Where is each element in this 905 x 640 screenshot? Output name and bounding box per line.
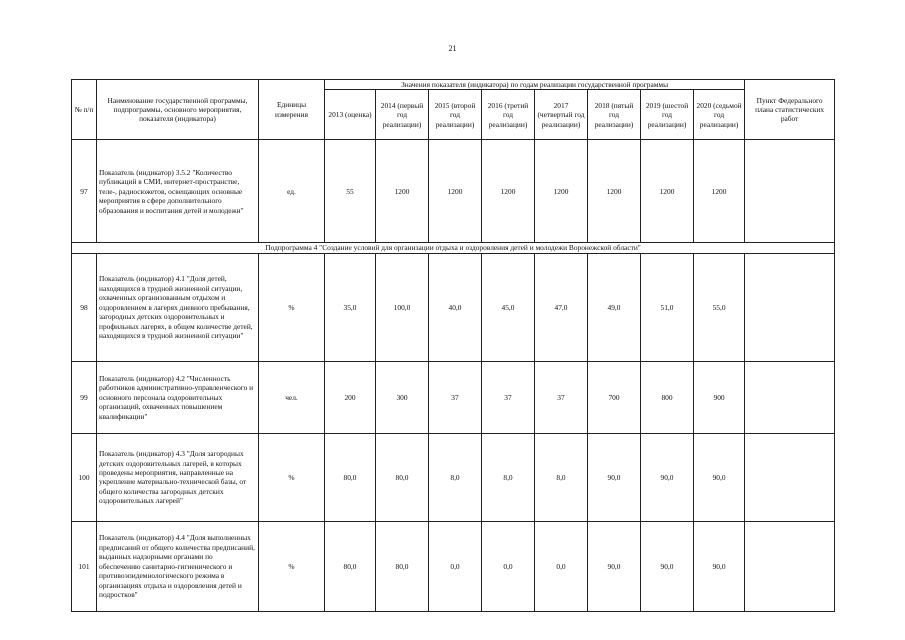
indicator-unit: % [259, 253, 325, 361]
value-cell: 0,0 [482, 521, 535, 611]
value-cell: 55 [325, 140, 376, 243]
header-year: 2013 (оценка) [325, 90, 376, 140]
value-cell: 1200 [641, 140, 694, 243]
value-cell: 49,0 [588, 253, 641, 361]
header-year: 2020 (седьмой год реализации) [694, 90, 745, 140]
indicator-unit: чел. [259, 361, 325, 433]
value-cell: 55,0 [694, 253, 745, 361]
value-cell: 8,0 [535, 433, 588, 521]
value-cell: 90,0 [588, 521, 641, 611]
fed-plan-cell [745, 361, 835, 433]
value-cell: 80,0 [325, 433, 376, 521]
value-cell: 90,0 [694, 433, 745, 521]
value-cell: 8,0 [482, 433, 535, 521]
value-cell: 45,0 [482, 253, 535, 361]
row-number: 101 [72, 521, 97, 611]
fed-plan-cell [745, 140, 835, 243]
value-cell: 700 [588, 361, 641, 433]
value-cell: 37 [535, 361, 588, 433]
value-cell: 90,0 [641, 433, 694, 521]
value-cell: 1200 [535, 140, 588, 243]
value-cell: 47,0 [535, 253, 588, 361]
header-year: 2017 (четвертый год реализации) [535, 90, 588, 140]
value-cell: 80,0 [376, 433, 429, 521]
indicator-name: Показатель (индикатор) 4.4 "Доля выполненных предписаний от общего количества предписаний, выданных надзорными органами по обеспечению санитарно-гигиенического и противоэпидемиологического режима в организациях отдыха и оздоровления детей и подростков" [97, 521, 259, 611]
table-row [72, 140, 835, 243]
value-cell: 100,0 [376, 253, 429, 361]
value-cell: 35,0 [325, 253, 376, 361]
value-cell: 90,0 [694, 521, 745, 611]
value-cell: 1200 [588, 140, 641, 243]
value-cell: 40,0 [429, 253, 482, 361]
header-fed-plan: Пункт Федерального плана статистических работ [745, 80, 835, 140]
header-year: 2019 (шестой год реализации) [641, 90, 694, 140]
value-cell: 200 [325, 361, 376, 433]
row-number: 99 [72, 361, 97, 433]
value-cell: 800 [641, 361, 694, 433]
table-row [72, 433, 835, 521]
row-number: 97 [72, 140, 97, 243]
value-cell: 900 [694, 361, 745, 433]
header-unit: Единицы измерения [259, 80, 325, 140]
indicator-unit: ед. [259, 140, 325, 243]
value-cell: 0,0 [429, 521, 482, 611]
indicator-name: Показатель (индикатор) 4.2 "Численность работников административно-управленческого и основного персонала оздоровительных организаций, охваченных повышением квалификации" [97, 361, 259, 433]
value-cell: 80,0 [325, 521, 376, 611]
indicator-unit: % [259, 521, 325, 611]
indicator-unit: % [259, 433, 325, 521]
indicators-table [71, 79, 835, 612]
header-no: № п/п [72, 80, 97, 140]
value-cell: 1200 [429, 140, 482, 243]
indicator-name: Показатель (индикатор) 4.3 "Доля загородных детских оздоровительных лагерей, в которых проведены мероприятия, направленные на укрепление материально-технической базы, от общего количества загородных детских оздоровительных лагерей" [97, 433, 259, 521]
value-cell: 37 [482, 361, 535, 433]
fed-plan-cell [745, 253, 835, 361]
header-year: 2018 (пятый год реализации) [588, 90, 641, 140]
table-row [72, 361, 835, 433]
value-cell: 1200 [376, 140, 429, 243]
page-number: 21 [448, 44, 457, 53]
row-number: 100 [72, 433, 97, 521]
header-year: 2014 (первый год реализации) [376, 90, 429, 140]
header-year: 2016 (третий год реализации) [482, 90, 535, 140]
header-year: 2015 (второй год реализации) [429, 90, 482, 140]
fed-plan-cell [745, 521, 835, 611]
value-cell: 80,0 [376, 521, 429, 611]
section-title: Подпрограмма 4 "Создание условий для организации отдыха и оздоровления детей и молодежи Воронежской области" [72, 243, 835, 253]
indicator-name: Показатель (индикатор) 3.5.2 "Количество публикаций в СМИ, интернет-пространстве, теле-, радиосюжетов, освещающих основные мероприятия в сфере дополнительного образования и воспитания детей и молодежи" [97, 140, 259, 243]
row-number: 98 [72, 253, 97, 361]
fed-plan-cell [745, 433, 835, 521]
value-cell: 0,0 [535, 521, 588, 611]
value-cell: 51,0 [641, 253, 694, 361]
header-name: Наименование государственной программы, подпрограммы, основного мероприятия, показателя (индикатора) [97, 80, 259, 140]
table-row [72, 521, 835, 611]
value-cell: 37 [429, 361, 482, 433]
value-cell: 1200 [482, 140, 535, 243]
section-row [72, 243, 835, 253]
value-cell: 300 [376, 361, 429, 433]
indicator-name: Показатель (индикатор) 4.1 "Доля детей, находящихся в трудной жизненной ситуации, охваченных организованным отдыхом и оздоровлением в лагерях дневного пребывания, загородных детских оздоровительных и профильных лагерях, в общем количестве детей, находящихся в трудной жизненной ситуации" [97, 253, 259, 361]
value-cell: 90,0 [588, 433, 641, 521]
value-cell: 90,0 [641, 521, 694, 611]
value-cell: 8,0 [429, 433, 482, 521]
table-row [72, 253, 835, 361]
value-cell: 1200 [694, 140, 745, 243]
header-values-group: Значения показателя (индикатора) по годам реализации государственной программы [325, 80, 745, 90]
